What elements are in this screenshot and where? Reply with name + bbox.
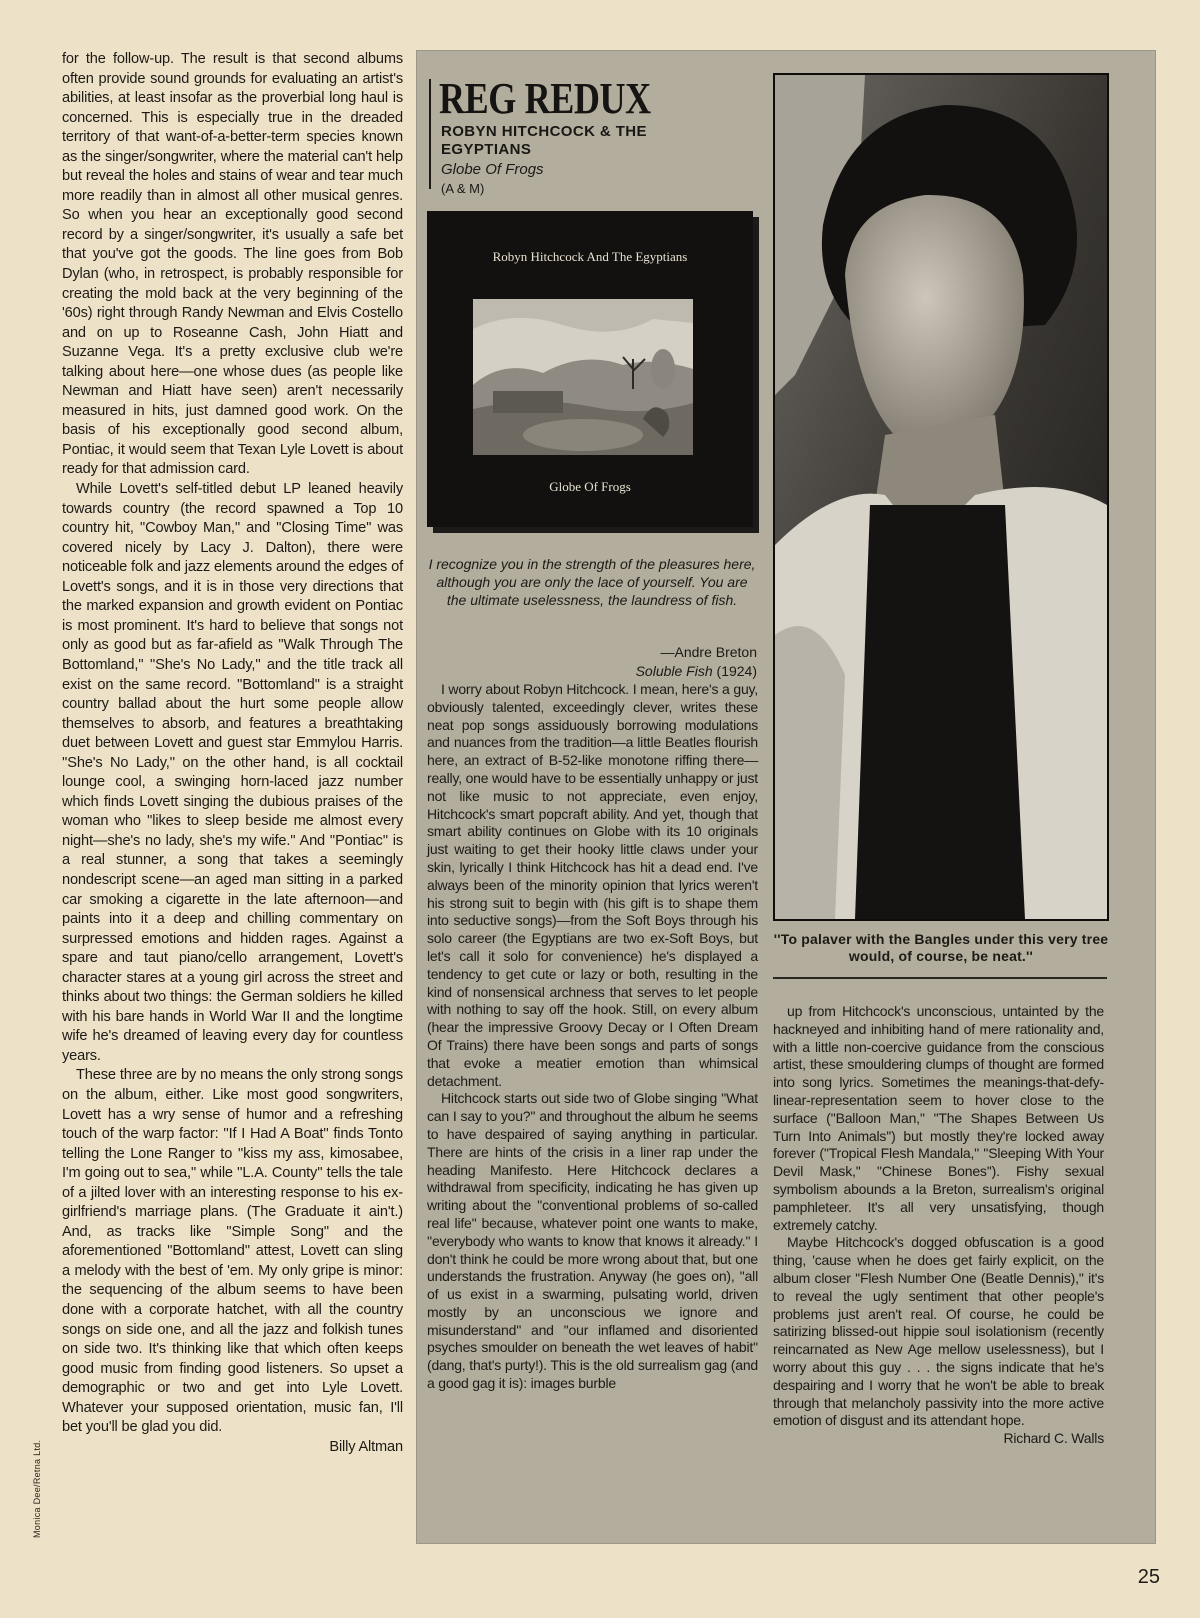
review-headline: REG REDUX — [439, 74, 651, 123]
review-paragraph: Hitchcock starts out side two of Globe singing ''What can I say to you?'' and throughout the album he seems to have despaired of saying anything in particular. There are hints of the crisis in a liner rap under the heading Manifesto. Here Hitchcock declares a withdrawal from specificity, indicating he has given up writing about the ''conventional problems of so-called real life'' because, whatever point one wants to make, ''everybody who wants to know that knows it already.'' I don't think he could be more wrong about that, but one understands the frustration. Anyway (he goes on), ''all of us exist in a swarming, pulsating world, driven mostly by an unconscious we ignore and misunderstand'' and ''our inflamed and disoriented psyches smoulder on beneath the wet leaves of habit'' (dang, that's purty!). This is the old surrealism gag (and a good gag it is): images burble — [427, 1090, 758, 1392]
review-paragraph: Maybe Hitchcock's dogged obfuscation is a good thing, 'cause when he does get fairly explicit, on the album closer ''Flesh Number One (Beatle Dennis),'' it's to reveal the ugly sentiment that other people's problems just aren't real. Of course, he could be satirizing blissed-out hippie soul isolationism (recently reincarnated as New Age mellow uselessness), but I worry about this guy . . . the signs indicate that he's despairing and I worry that he won't be able to break through that melancholy passivity into the more active emotion of disgust and its attendant hope. — [773, 1234, 1104, 1429]
review-box — [416, 50, 1156, 1544]
robyn-hitchcock-portrait — [775, 75, 1107, 919]
review-byline: Richard C. Walls — [1003, 1430, 1104, 1447]
review-album-title: Globe Of Frogs — [441, 161, 544, 178]
epigraph-author: —Andre Breton — [660, 644, 757, 660]
review-column-2 — [773, 1003, 1104, 1448]
page-number: 25 — [1137, 1566, 1160, 1588]
cover-title-text: Globe Of Frogs — [549, 479, 631, 494]
photo-caption: ''To palaver with the Bangles under this very tree would, of course, be neat.'' — [773, 931, 1109, 964]
article-paragraph: While Lovett's self-titled debut LP leaned heavily towards country (the record spawned a Top 10 country hit, ''Cowboy Man,'' and ''Closing Time'' was covered nicely by Lacy J. Dalton), there were noticeable folk and jazz elements around the edges of Lovett's songs, and it is in those very directions that the marked expansion and growth evident on Pontiac is most prominent. It's hard to believe that songs not only as good but as far-afield as ''Walk Through The Bottomland,'' ''She's No Lady,'' and the title track all exist on the same record. ''Bottomland'' is a straight country ballad about the hurt some people allow themselves to absorb, and features a breathtaking duet between Lovett and guest star Emmylou Harris. ''She's No Lady,'' on the other hand, is all cocktail lounge cool, a swinging horn-laced jazz number which finds Lovett singing the dubious praises of the woman who ''likes to sleep beside me almost every night—she's no lady, she's my wife.'' And ''Pontiac'' is a real stunner, a song that takes a seemingly nondescript scene—an aged man sitting in a parked car smoking a cigarette in the late afternoon—and paints into it a deep and chilling commentary on surpressed emotions and hidden rages. Against a spare and taut piano/cello arrangement, Lovett's character stares at a young girl across the street and thinks about two things: the German soldiers he killed with his bare hands in World War II and the longtime wife he's dreamed of leaving every day for countless years. — [62, 481, 403, 1064]
cover-artwork — [473, 299, 693, 455]
cover-artist-text: Robyn Hitchcock And The Egyptians — [492, 249, 688, 264]
title-rule — [429, 79, 431, 189]
review-label: (A & M) — [441, 181, 485, 196]
artist-photo — [773, 73, 1109, 921]
review-paragraph: I worry about Robyn Hitchcock. I mean, here's a guy, obviously talented, exceedingly clever, writes these neat pop songs assiduously borrowing modulations and nuances from the tradition—a little Beatles flourish here, an extract of B-52-like monotone riffing there—really, one would have to be essentially unhappy or just not like music to not appreciate, even enjoy, Hitchcock's smart popcraft ability. And yet, though that smart ability continues on Globe with its 10 originals just waiting to get their hooky little claws under your skin, lyrically I think Hitchcock has hit a dead end. I've always been of the minority opinion that lyrics weren't his strong suit to begin with (his gift is to shape them into seductive songs)—from the Soft Boys through his solo career (the Egyptians are two ex-Soft Boys, but let's call it solo for convenience) he's displayed a tendency to get cute or lazy or both, resulting in the kind of nonsensical archness that serves to let people with nothing to say off the hook. Still, on every album (hear the impressive Groovy Decay or I Often Dream Of Trains) there have been songs and parts of songs that evoke a meatier emotion than whimsical detachment. — [427, 681, 758, 1089]
photo-credit: Monica Dee/Retna Ltd. — [32, 1439, 42, 1538]
article-paragraph: These three are by no means the only strong songs on the album, either. Like most good songwriters, Lovett has a wry sense of humor and a refreshing touch of the warp factor: ''If I Had A Boat'' finds Tonto telling the Lone Ranger to ''kiss my ass, kimosabee, I'm going out to sea,'' while ''L.A. County'' tells the tale of a jilted lover with an interesting response to his ex-girlfriend's marriage plans. (The Graduate it ain't.) And, as tracks like ''Simple Song'' and the aforementioned ''Bottomland'' attest, Lovett can sling a melody with the best of 'em. My only gripe is minor: the sequencing of the album seems to have been done with a corporate hatchet, with all the country songs on side one, and all the jazz and folkish tunes on side two. It's thinking like that which often keeps good music from finding good listeners. So upset a demographic or two and get into Lyle Lovett. Whatever your supposed orientation, music fan, I'll bet you'll be glad you did. — [62, 1067, 403, 1436]
byline: Billy Altman — [329, 1438, 403, 1455]
lovett-review-column — [62, 50, 403, 1457]
epigraph-source — [427, 662, 757, 680]
review-paragraph: up from Hitchcock's unconscious, untainted by the hackneyed and inhibiting hand of mere rationality and, with a little non-coercive guidance from the conscious artist, these smouldering clumps of thought are formed into song lyrics. Sometimes the meanings-that-defy-linear-representation seem to hover close to the surface (''Balloon Man,'' ''The Shapes Between Us Turn Into Animals'') but mostly they're locked away forever (''Tropical Flesh Mandala,'' ''Sleeping With Your Devil Mask,'' ''Chinese Bones''). Fishy sexual symbolism abounds a la Breton, surrealism's original pamphleteer. It's all very unsatisfying, though extremely catchy. — [773, 1003, 1104, 1233]
review-column-1 — [427, 681, 758, 1393]
epigraph-quote: I recognize you in the strength of the pleasures here, although you are only the lace of yourself. You are the ultimate uselessness, the laundress of fish. — [428, 556, 756, 608]
review-artist: ROBYN HITCHCOCK & THE EGYPTIANS — [441, 123, 647, 158]
cover-landscape-illustration — [473, 299, 693, 455]
article-paragraph: for the follow-up. The result is that second albums often provide sound grounds for evaluating an artist's abilities, at least insofar as the proverbial long haul is concerned. This is especially true in the dreaded territory of that want-of-a-better-term species known as the singer/songwriter, where the material can't help but reveal the holes and stains of wear and tear much more readily than in almost all other musical genres. So when you hear an exceptionally good second record by a singer/songwriter, it's usually a safe bet that you've got the goods. The line goes from Bob Dylan (who, in retrospect, is probably responsible for creating the mold back at the very beginning of the '60s) right through Randy Newman and Elvis Costello and on up to Roseanne Cash, John Hiatt and Suzanne Vega. It's a pretty exclusive club we're talking about here—one whose dues (as people like Newman and Hiatt have seen) aren't necessarily measured in hits, just damned good work. On the basis of his exceptionally good second album, Pontiac, it would seem that Texan Lyle Lovett is about ready for that admission card. — [62, 51, 403, 478]
album-cover — [427, 211, 753, 527]
caption-rule — [773, 977, 1107, 979]
epigraph-year: (1924) — [716, 663, 757, 679]
epigraph-book-title: Soluble Fish — [635, 663, 713, 679]
